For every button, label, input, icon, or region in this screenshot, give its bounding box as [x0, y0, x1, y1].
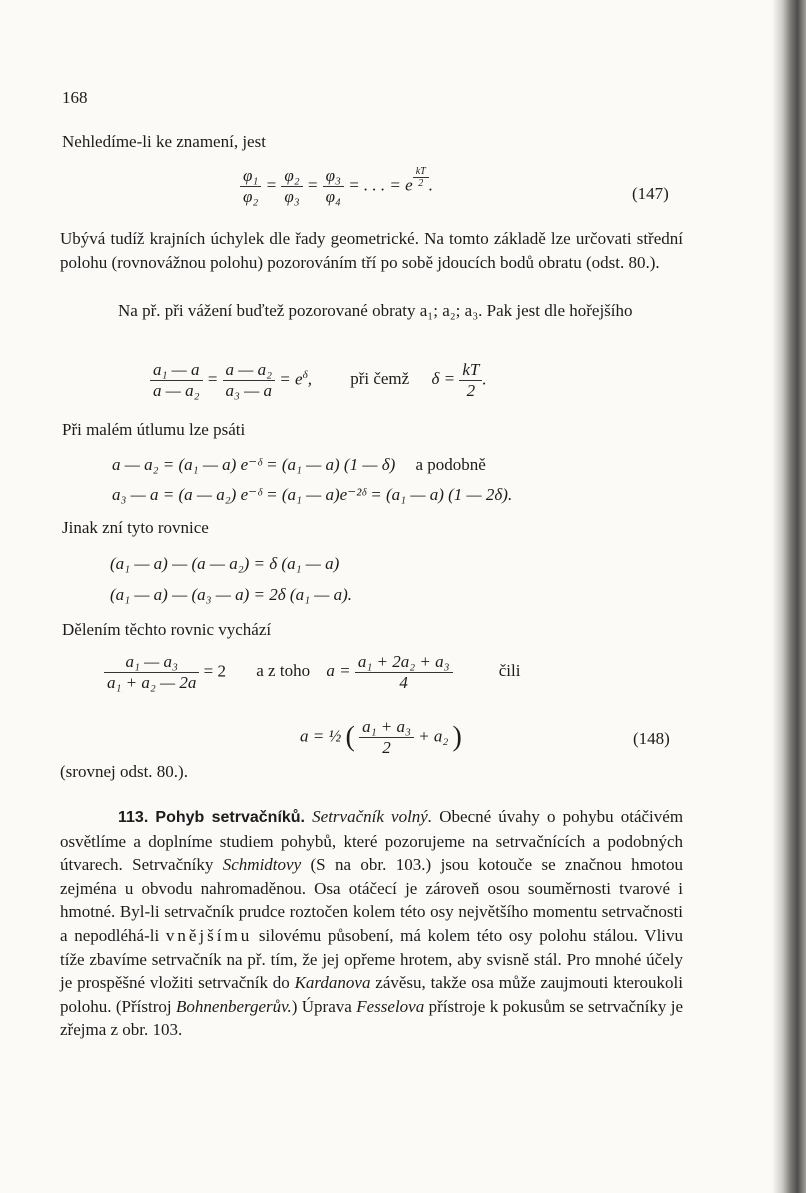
system-equation-1: (a₁ — a) — (a — a₂) = δ (a₁ — a) — [110, 554, 340, 573]
equation-ratio: $\frac{\text{a₁ — a}}{\text{a — a₂}}$ = $\frac{\text{a — a₂}}{\text{a₃ — a}}$ = $e^\delta$, při čemž δ = $\frac{kT}{2}$ . — [150, 360, 487, 401]
equation-148: a = ½ ( $\frac{\text{a₁ + a₃}}{2}$ + a₂ ) — [300, 717, 462, 757]
section-113: 113. Pohyb setrvačníků. Setrvačník volný. Obecné úvahy o pohybu otáčivém osvětlíme a doplníme studiem pohybů, které pozorujeme na setrvačnících a podobných útvarech. Setrvačníky Schmidtovy (S na obr. 103.) jsou kotouče se značnou hmotou zejména u obvodu nahromaděnou. Osa otáčecí je zároveň osou souměrnosti tvarové i hmotné. Byl-li setrvačník prudce roztočen kolem této osy největšího momentu setrvačnosti a nepodléhá-li vnějšímu silovému působení, má kolem této osy polohu stálou. Vlivu tíže zbavíme setrvačník na př. tím, že jej opřeme hrotem, aby svisně stál. Pro mnohé účely je prospěšné vložiti setrvačník do Kardanova závěsu, takže osa může zaujmouti kteroukoli polohu. (Přístroj Bohnenbergerův.) Úprava Fesselova přístroje k pokusům se setrvačníky je zřejma z obr. 103. — [60, 807, 684, 1040]
eq147-tail: = . . . = e — [348, 175, 413, 195]
eq147-exponent: kT 2 — [413, 166, 429, 189]
eq147-frac-3: $\frac{\text{φ₃}}{\text{φ₄}}$ — [323, 166, 344, 207]
equation-label-148: (148) — [633, 729, 670, 748]
mean-frac: $\frac{\text{a₁ + 2a₂ + a₃}}{4}$ — [355, 652, 453, 693]
compare-reference: (srovnej odst. 80.). — [60, 762, 188, 781]
kt-fraction: $\frac{kT}{2}$ — [459, 360, 482, 401]
section-subheading: Setrvačník volný. — [312, 807, 433, 826]
eq148-inner-frac: $\frac{\text{a₁ + a₃}}{2}$ — [359, 717, 414, 758]
equation-label-147: (147) — [632, 184, 669, 203]
division-frac: $\frac{\text{a₁ — a₃}}{\text{a₁ + a₂ — 2a}}$ — [104, 652, 199, 693]
equation-line-1: a — a₂ = (a₁ — a) e⁻ᵟ = (a₁ — a) (1 — δ) a podobně — [112, 455, 486, 474]
paragraph-weighing: Na př. při vážení buďtež pozorované obraty a₁; a₂; a₃. Pak jest dle hořejšího — [118, 301, 633, 320]
section-heading: Pohyb setrvačníků. — [155, 809, 306, 826]
system-equation-2: (a₁ — a) — (a₃ — a) = 2δ (a₁ — a). — [110, 585, 353, 604]
dividing-sentence: Dělením těchto rovnic vychází — [62, 620, 272, 639]
equation-division: $\frac{\text{a₁ — a₃}}{\text{a₁ + a₂ — 2a}}$ = 2 a z toho a = $\frac{\text{a₁ + 2a₂ + a₃}}{4}$ čili — [104, 652, 520, 693]
equation-line-2: a₃ — a = (a — a₂) e⁻ᵟ = (a₁ — a)e⁻²ᵟ = (a₁ — a) (1 — 2δ). — [112, 485, 513, 504]
eq147-frac-2: $\frac{\text{φ₂}}{\text{φ₃}}$ — [281, 166, 302, 207]
otherwise-sentence: Jinak zní tyto rovnice — [62, 518, 209, 537]
intro-sentence: Nehledíme-li ke znamení, jest — [62, 132, 266, 151]
section-number: 113. — [118, 809, 149, 826]
ratio-frac-2: $\frac{\text{a — a₂}}{\text{a₃ — a}}$ — [223, 360, 276, 401]
equation-147: $\frac{\text{φ₁}}{\text{φ₂}}$ = $\frac{\text{φ₂}}{\text{φ₃}}$ = $\frac{\text{φ₃}}{\text{φ₄}}$ = . . . = e $^{\frac{kT}{2}}$ . — [240, 166, 433, 207]
page-edge-shadow — [772, 0, 806, 1193]
small-damping-sentence: Při malém útlumu lze psáti — [62, 420, 246, 439]
ratio-frac-1: $\frac{\text{a₁ — a}}{\text{a — a₂}}$ — [150, 360, 203, 401]
paragraph-geometric-series: Ubývá tudíž krajních úchylek dle řady geometrické. Na tomto základě lze určovati střední polohu (rovnovážnou polohu) pozorováním tří po sobě jdoucích bodů obratu (odst. 80.). — [60, 229, 683, 272]
eq147-frac-1: $\frac{\text{φ₁}}{\text{φ₂}}$ — [240, 166, 261, 207]
page-number: 168 — [62, 88, 88, 107]
